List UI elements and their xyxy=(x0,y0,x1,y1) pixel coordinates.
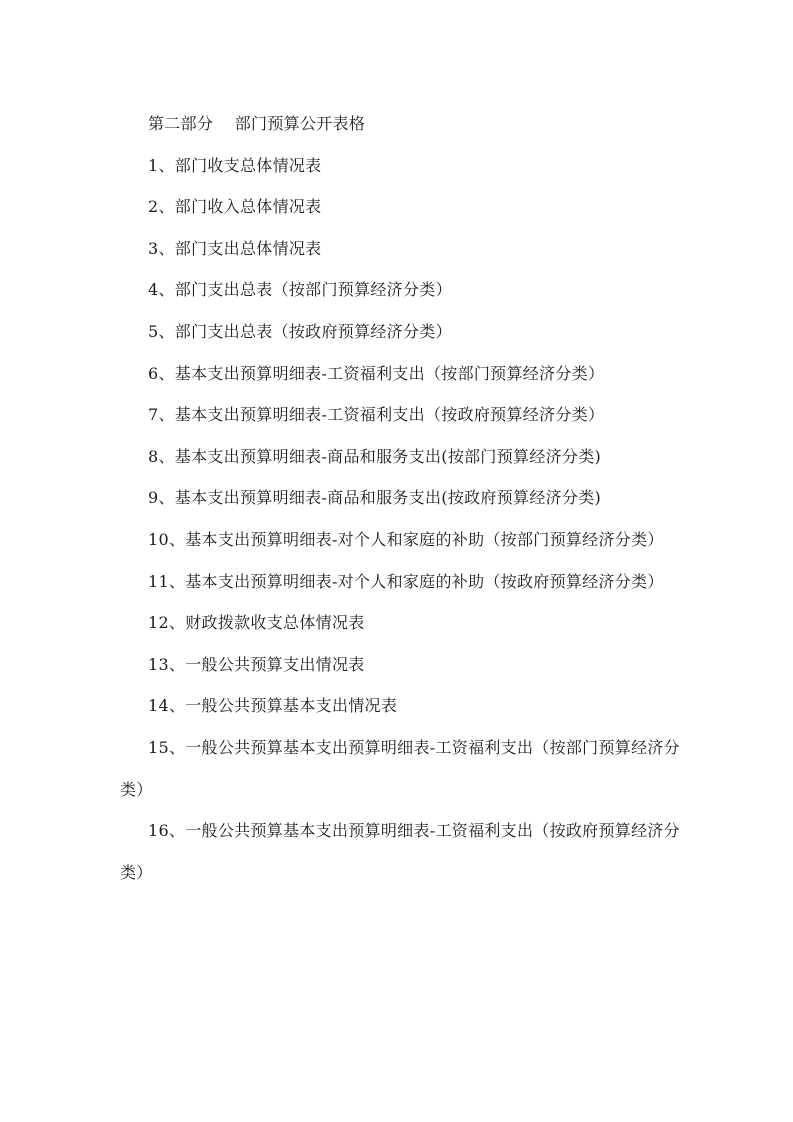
list-item-10: 10、基本支出预算明细表-对个人和家庭的补助（按部门预算经济分类） xyxy=(148,529,664,549)
list-item-11: 11、基本支出预算明细表-对个人和家庭的补助（按政府预算经济分类） xyxy=(148,571,664,591)
list-item-14: 14、一般公共预算基本支出情况表 xyxy=(148,696,398,716)
document-body xyxy=(120,103,680,893)
list-item-9: 9、基本支出预算明细表-商品和服务支出(按政府预算经济分类) xyxy=(148,488,602,508)
list-item-3: 3、部门支出总体情况表 xyxy=(148,238,322,258)
list-item-1: 1、部门收支总体情况表 xyxy=(148,155,322,175)
list-item-15: 15、一般公共预算基本支出预算明细表-工资福利支出（按部门预算经济分类） xyxy=(120,737,680,799)
list-item-2: 2、部门收入总体情况表 xyxy=(148,197,322,217)
section-heading: 第二部分 部门预算公开表格 xyxy=(148,114,366,133)
list-item-5: 5、部门支出总表（按政府预算经济分类） xyxy=(148,321,452,341)
list-item-12: 12、财政拨款收支总体情况表 xyxy=(148,613,365,633)
list-item-16: 16、一般公共预算基本支出预算明细表-工资福利支出（按政府预算经济分类） xyxy=(120,821,680,882)
list-item-7: 7、基本支出预算明细表-工资福利支出（按政府预算经济分类） xyxy=(148,405,605,425)
list-item-4: 4、部门支出总表（按部门预算经济分类） xyxy=(148,280,452,300)
list-item-8: 8、基本支出预算明细表-商品和服务支出(按部门预算经济分类) xyxy=(148,446,602,466)
list-item-13: 13、一般公共预算支出情况表 xyxy=(148,654,365,674)
list-item-6: 6、基本支出预算明细表-工资福利支出（按部门预算经济分类） xyxy=(148,363,605,383)
